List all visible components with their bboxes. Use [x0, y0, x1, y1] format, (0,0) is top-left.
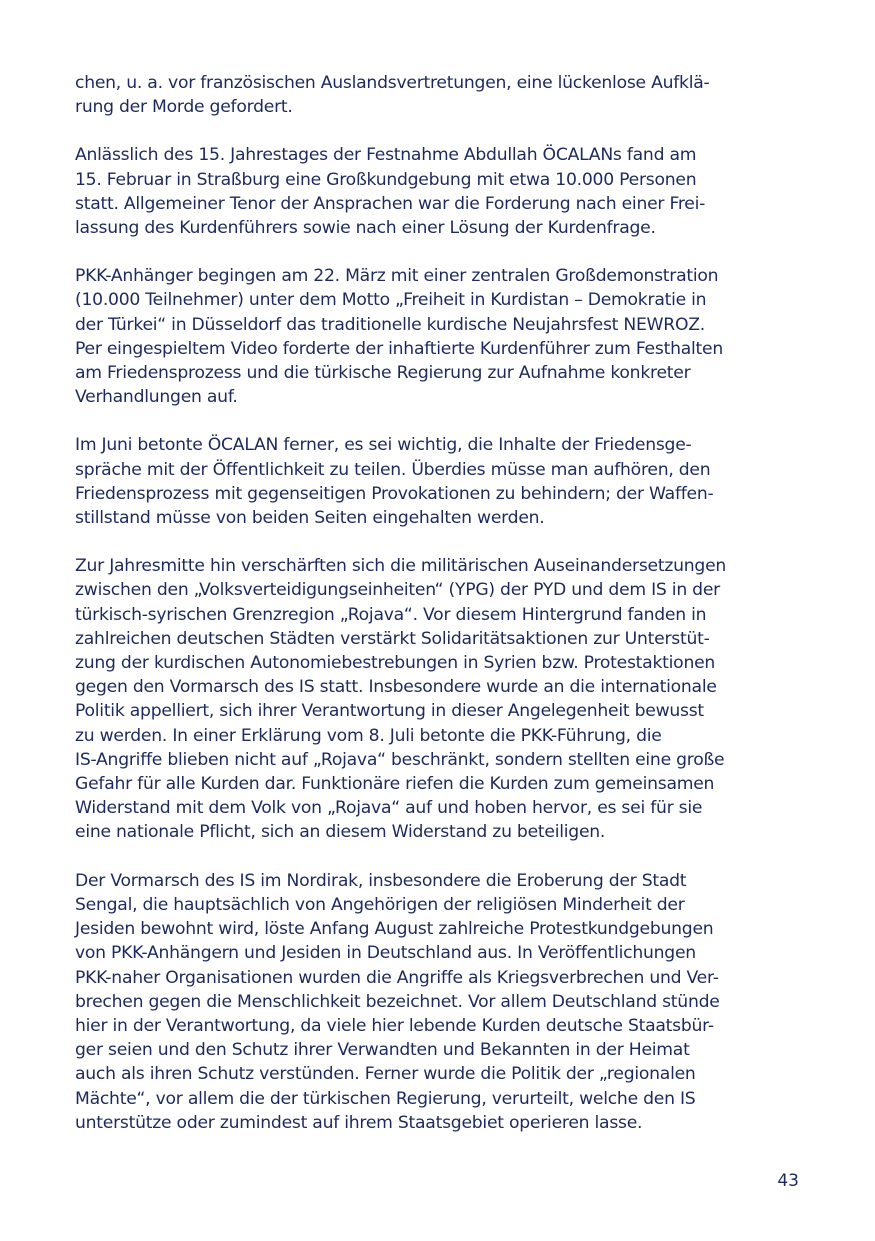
text-line: gegen den Vormarsch des IS statt. Insbesondere wurde an die internationale — [75, 677, 717, 698]
text-line: ger seien und den Schutz ihrer Verwandten und Bekannten in der Heimat — [75, 1040, 690, 1061]
text-line: Zur Jahresmitte hin verschärften sich die militärischen Auseinandersetzungen — [75, 556, 727, 577]
paragraph-4 — [75, 433, 803, 530]
paragraph-6 — [75, 869, 803, 1135]
text-line: der Türkei“ in Düsseldorf das traditionelle kurdische Neujahrsfest NEWROZ. — [75, 314, 706, 335]
text-line: spräche mit der Öffentlichkeit zu teilen. Überdies müsse man aufhören, den — [75, 459, 711, 480]
text-line: Jesiden bewohnt wird, löste Anfang August zahlreiche Protestkundgebungen — [75, 919, 714, 940]
text-line: Widerstand mit dem Volk von „Rojava“ auf und hoben hervor, es sei für sie — [75, 798, 703, 819]
text-line: zwischen den „Volksverteidigungseinheiten“ (YPG) der PYD und dem IS in der — [75, 580, 720, 601]
text-line: chen, u. a. vor französischen Auslandsvertretungen, eine lückenlose Aufklä- — [75, 73, 710, 93]
text-line: 15. Februar in Straßburg eine Großkundgebung mit etwa 10.000 Personen — [75, 169, 697, 190]
text-line: zu werden. In einer Erklärung vom 8. Juli betonte die PKK-Führung, die — [75, 725, 662, 746]
text-line: auch als ihren Schutz verstünden. Ferner wurde die Politik der „regionalen — [75, 1064, 696, 1085]
text-line: Friedensprozess mit gegenseitigen Provokationen zu behindern; der Waffen- — [75, 483, 714, 504]
text-line: unterstütze oder zumindest auf ihrem Staatsgebiet operieren lasse. — [75, 1112, 643, 1133]
text-line: statt. Allgemeiner Tenor der Ansprachen war die Forderung nach einer Frei- — [75, 193, 706, 214]
text-line: Gefahr für alle Kurden dar. Funktionäre riefen die Kurden zum gemeinsamen — [75, 774, 715, 795]
text-line: stillstand müsse von beiden Seiten eingehalten werden. — [75, 508, 545, 529]
text-line: IS-Angriffe blieben nicht auf „Rojava“ beschränkt, sondern stellten eine große — [75, 749, 725, 770]
text-line: Der Vormarsch des IS im Nordirak, insbesondere die Eroberung der Stadt — [75, 870, 687, 891]
text-line: Mächte“, vor allem die der türkischen Regierung, verurteilt, welche den IS — [75, 1088, 696, 1109]
text-line: von PKK-Anhängern und Jesiden in Deutschland aus. In Veröffentlichungen — [75, 943, 696, 964]
text-line: am Friedensprozess und die türkische Regierung zur Aufnahme konkreter — [75, 363, 691, 384]
text-line: PKK-Anhänger begingen am 22. März mit einer zentralen Großdemonstration — [75, 266, 719, 287]
text-line: zung der kurdischen Autonomiebestrebungen in Syrien bzw. Protestaktionen — [75, 653, 716, 674]
text-line: PKK-naher Organisationen wurden die Angriffe als Kriegsverbrechen und Ver- — [75, 967, 719, 988]
text-line: Per eingespieltem Video forderte der inhaftierte Kurdenführer zum Festhalten — [75, 338, 723, 359]
page-number: 43 — [777, 1171, 799, 1191]
text-line: Sengal, die hauptsächlich von Angehörigen der religiösen Minderheit der — [75, 894, 685, 915]
text-line: (10.000 Teilnehmer) unter dem Motto „Freiheit in Kurdistan – Demokratie in — [75, 290, 707, 311]
paragraph-2 — [75, 143, 803, 240]
text-line: rung der Morde gefordert. — [75, 97, 293, 118]
text-line: brechen gegen die Menschlichkeit bezeichnet. Vor allem Deutschland stünde — [75, 991, 720, 1012]
text-line: lassung des Kurdenführers sowie nach einer Lösung der Kurdenfrage. — [75, 218, 656, 239]
text-line: hier in der Verantwortung, da viele hier lebende Kurden deutsche Staatsbür- — [75, 1015, 714, 1036]
text-line: eine nationale Pflicht, sich an diesem Widerstand zu beteiligen. — [75, 822, 606, 843]
document-body — [75, 71, 803, 1159]
paragraph-3 — [75, 264, 803, 409]
paragraph-1 — [75, 71, 803, 119]
text-line: türkisch-syrischen Grenzregion „Rojava“. Vor diesem Hintergrund fanden in — [75, 604, 707, 625]
text-line: zahlreichen deutschen Städten verstärkt Solidaritätsaktionen zur Unterstüt- — [75, 628, 710, 649]
paragraph-5 — [75, 554, 803, 844]
text-line: Verhandlungen auf. — [75, 387, 238, 408]
text-line: Im Juni betonte ÖCALAN ferner, es sei wichtig, die Inhalte der Friedensge- — [75, 435, 692, 456]
text-line: Anlässlich des 15. Jahrestages der Festnahme Abdullah ÖCALANs fand am — [75, 145, 697, 166]
text-line: Politik appelliert, sich ihrer Verantwortung in dieser Angelegenheit bewusst — [75, 701, 704, 722]
